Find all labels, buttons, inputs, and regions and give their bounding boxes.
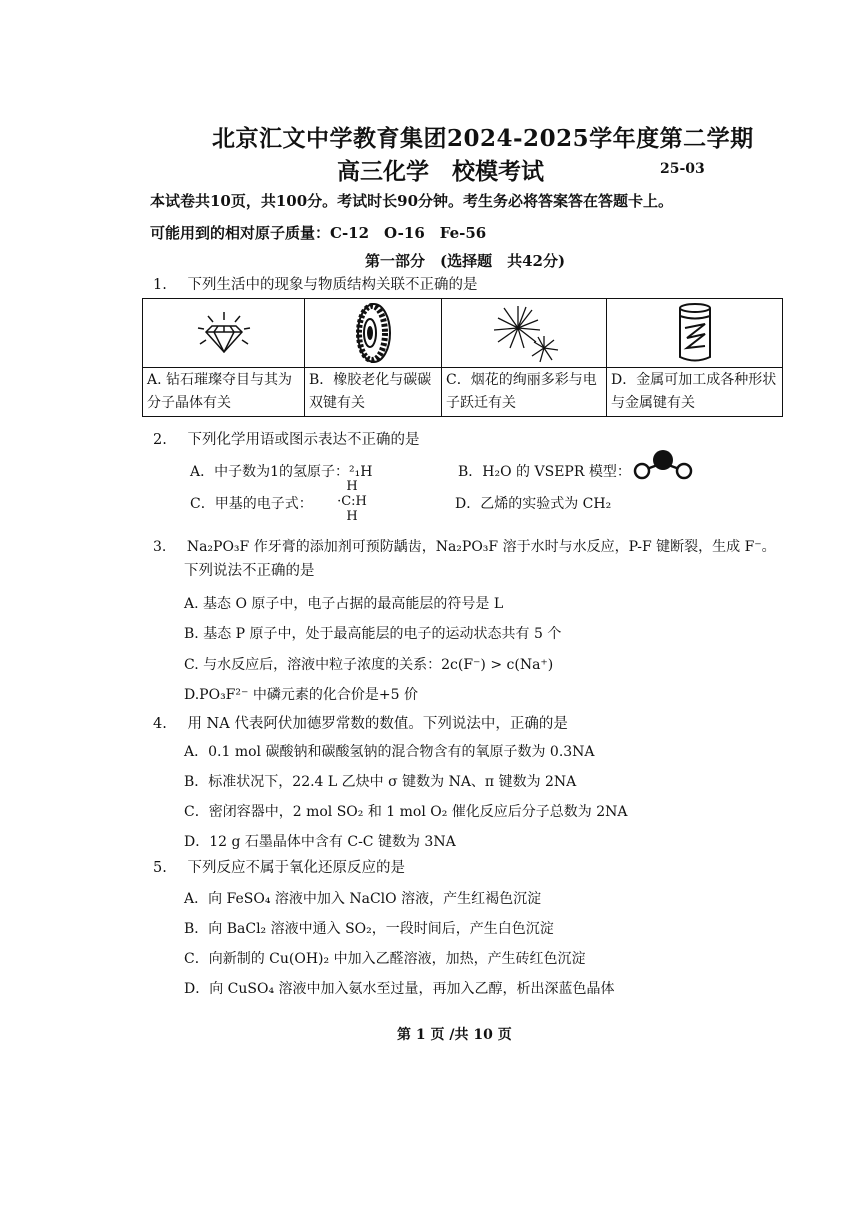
question-number: 3. (153, 539, 167, 555)
q1-option-a: A. 钻石璀璨夺目与其为分子晶体有关 (143, 368, 305, 417)
question-number: 1. (153, 277, 167, 293)
exam-instructions: 本试卷共10页，共100分。考试时长90分钟。考生务必将答案答在答题卡上。 (150, 192, 674, 210)
q5-option-c: C．向新制的 Cu(OH)₂ 中加入乙醛溶液，加热，产生砖红色沉淀 (184, 951, 586, 967)
question-4 (153, 712, 568, 733)
question-stem: Na₂PO₃F 作牙膏的添加剂可预防龋齿，Na₂PO₃F 溶于水时与水反应，P-F 键断裂，生成 F⁻。 (186, 539, 776, 555)
methyl-electron-formula (334, 479, 370, 524)
tire-icon (348, 301, 398, 365)
q4-option-c: C．密闭容器中，2 mol SO₂ 和 1 mol O₂ 催化反应后分子总数为 2NA (184, 804, 628, 820)
q5-option-d: D．向 CuSO₄ 溶液中加入氨水至过量，再加入乙醇，析出深蓝色晶体 (184, 981, 615, 997)
question-3 (153, 536, 776, 556)
question-stem: 下列反应不属于氧化还原反应的是 (187, 860, 405, 876)
q5-option-b: B．向 BaCl₂ 溶液中通入 SO₂，一段时间后，产生白色沉淀 (184, 921, 554, 937)
methyl-bottom-h: H (346, 509, 358, 524)
exam-title-line1: 北京汇文中学教育集团2024-2025学年度第二学期 (212, 125, 754, 152)
q4-option-b: B．标准状况下，22.4 L 乙炔中 σ 键数为 NA、π 键数为 2NA (184, 774, 577, 790)
diamond-icon (194, 308, 254, 358)
q2-option-d: D．乙烯的实验式为 CH₂ (455, 496, 612, 512)
question-2 (153, 428, 419, 449)
section-title: 第一部分 (选择题 共42分) (365, 252, 566, 270)
can-cell (607, 299, 783, 368)
fireworks-cell (442, 299, 607, 368)
methyl-center: ·C:H (337, 494, 367, 509)
vsepr-model-icon (632, 447, 694, 483)
q5-option-a: A．向 FeSO₄ 溶液中加入 NaClO 溶液，产生红褐色沉淀 (184, 891, 542, 907)
q3-option-c: C. 与水反应后，溶液中粒子浓度的关系：2c(F⁻) > c(Na⁺) (184, 657, 554, 673)
question-stem: 用 NA 代表阿伏加德罗常数的数值。下列说法中，正确的是 (187, 716, 568, 732)
question-stem: 下列生活中的现象与物质结构关联不正确的是 (187, 277, 478, 293)
diamond-cell (143, 299, 305, 368)
q1-option-b: B．橡胶老化与碳碳双键有关 (305, 368, 442, 417)
atomic-masses: 可能用到的相对原子质量：C-12 O-16 Fe-56 (150, 224, 487, 242)
question-1 (153, 273, 477, 294)
q3-option-a: A. 基态 O 原子中，电子占据的最高能层的符号是 L (184, 596, 504, 612)
can-icon (675, 302, 715, 364)
question-3-stem2: 下列说法不正确的是 (184, 563, 315, 579)
page-number: 第 1 页 /共 10 页 (397, 1027, 512, 1043)
q4-option-a: A．0.1 mol 碳酸钠和碳酸氢钠的混合物含有的氧原子数为 0.3NA (184, 744, 595, 760)
question-number: 4. (153, 716, 167, 732)
question-stem: 下列化学用语或图示表达不正确的是 (187, 432, 420, 448)
question-5 (153, 856, 405, 877)
q1-option-d: D．金属可加工成各种形状与金属键有关 (607, 368, 783, 417)
exam-code: 25-03 (660, 161, 705, 177)
question-1-table (142, 298, 783, 417)
q2-option-c: C．甲基的电子式： (190, 496, 313, 512)
exam-title-line2: 高三化学 校模考试 (337, 158, 544, 185)
q2-option-b (458, 461, 631, 481)
fireworks-icon (484, 302, 564, 364)
question-number: 5. (153, 860, 167, 876)
methyl-top-h: H (346, 479, 358, 494)
tire-cell (305, 299, 442, 368)
q2-option-b-text: B．H₂O 的 VSEPR 模型： (458, 464, 631, 480)
q3-option-b: B. 基态 P 原子中，处于最高能层的电子的运动状态共有 5 个 (184, 626, 562, 642)
q2-option-a: A．中子数为1的氢原子：²₁H (190, 464, 373, 480)
q4-option-d: D．12 g 石墨晶体中含有 C-C 键数为 3NA (184, 834, 456, 850)
question-number: 2. (153, 432, 167, 448)
q3-option-d: D.PO₃F²⁻ 中磷元素的化合价是+5 价 (184, 687, 418, 703)
q1-option-c: C．烟花的绚丽多彩与电子跃迁有关 (442, 368, 607, 417)
